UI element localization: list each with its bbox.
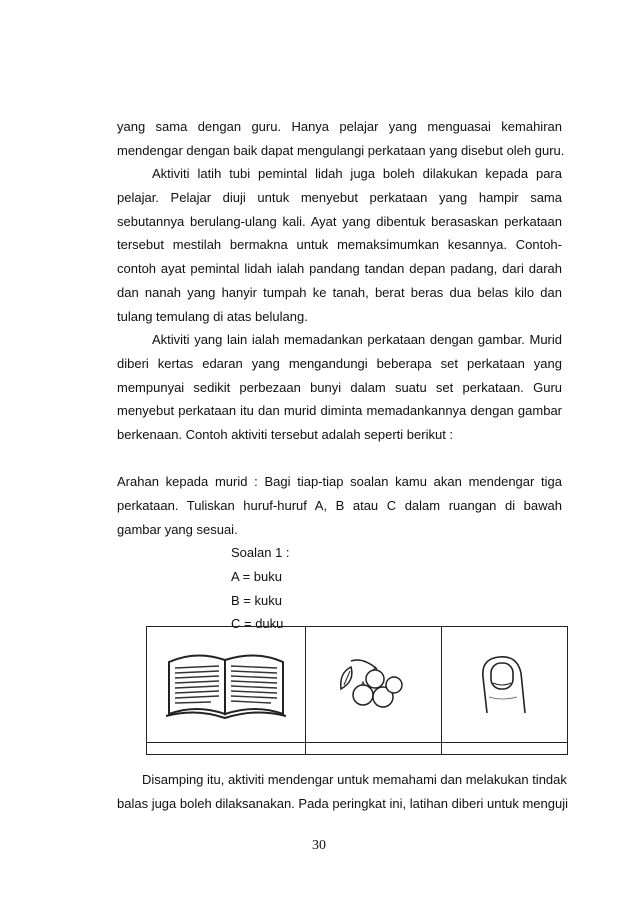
fingernail-image — [469, 647, 539, 717]
text-line: tersebut mestilah bermakna untuk memaksimumkan kesannya. Contoh- — [117, 237, 562, 252]
text-line: contoh ayat pemintal lidah ialah pandang tandan depan padang, dari darah — [117, 261, 562, 276]
duku-fruit-image — [333, 647, 413, 717]
instruction-line: perkataan. Tuliskan huruf-huruf A, B atau C dalam ruangan di bawah — [117, 498, 562, 513]
book-image — [161, 642, 291, 722]
text-line: menyebut perkataan itu dan murid diminta memadankannya dengan gambar — [117, 403, 562, 418]
answer-cell[interactable] — [147, 743, 306, 755]
text-line: Aktiviti latih tubi pemintal lidah juga boleh dilakukan kepada para — [152, 166, 562, 181]
text-line: yang sama dengan guru. Hanya pelajar yang menguasai kemahiran — [117, 119, 562, 134]
text-line: Aktiviti yang lain ialah memadankan perkataan dengan gambar. Murid — [152, 332, 562, 347]
text-line: mendengar dengan baik dapat mengulangi perkataan yang disebut oleh guru. — [117, 143, 565, 158]
text-line: Disamping itu, aktiviti mendengar untuk memahami dan melakukan tindak — [142, 772, 567, 787]
text-line: mempunyai sedikit perbezaan bunyi dalam suatu set perkataan. Guru — [117, 380, 562, 395]
question-title: Soalan 1 : — [231, 545, 290, 560]
question-option-a: A = buku — [231, 569, 282, 584]
text-line: pelajar. Pelajar diuji untuk menyebut perkataan yang hampir sama — [117, 190, 562, 205]
question-option-b: B = kuku — [231, 593, 282, 608]
text-line: balas juga boleh dilaksanakan. Pada peringkat ini, latihan diberi untuk menguji — [117, 796, 568, 811]
page-number: 30 — [312, 838, 326, 853]
text-line: berkenaan. Contoh aktiviti tersebut adalah seperti berikut : — [117, 427, 454, 442]
text-line: tulang temulang di atas belulang. — [117, 309, 308, 324]
picture-cell-duku — [305, 627, 441, 743]
picture-cell-nail — [441, 627, 567, 743]
text-line: diberi kertas edaran yang mengandungi beberapa set perkataan yang — [117, 356, 562, 371]
question-option-c: C = duku — [231, 616, 284, 631]
instruction-line: Arahan kepada murid : Bagi tiap-tiap soalan kamu akan mendengar tiga — [117, 474, 562, 489]
answer-cell[interactable] — [441, 743, 567, 755]
answer-cell[interactable] — [305, 743, 441, 755]
text-line: sebutannya berulang-ulang kali. Ayat yang dibentuk berasaskan perkataan — [117, 214, 562, 229]
instruction-line: gambar yang sesuai. — [117, 522, 238, 537]
text-line: dan nanah yang hanyir tumpah ke tanah, berat beras dua belas kilo dan — [117, 285, 562, 300]
picture-table — [146, 626, 568, 755]
picture-cell-book — [147, 627, 306, 743]
